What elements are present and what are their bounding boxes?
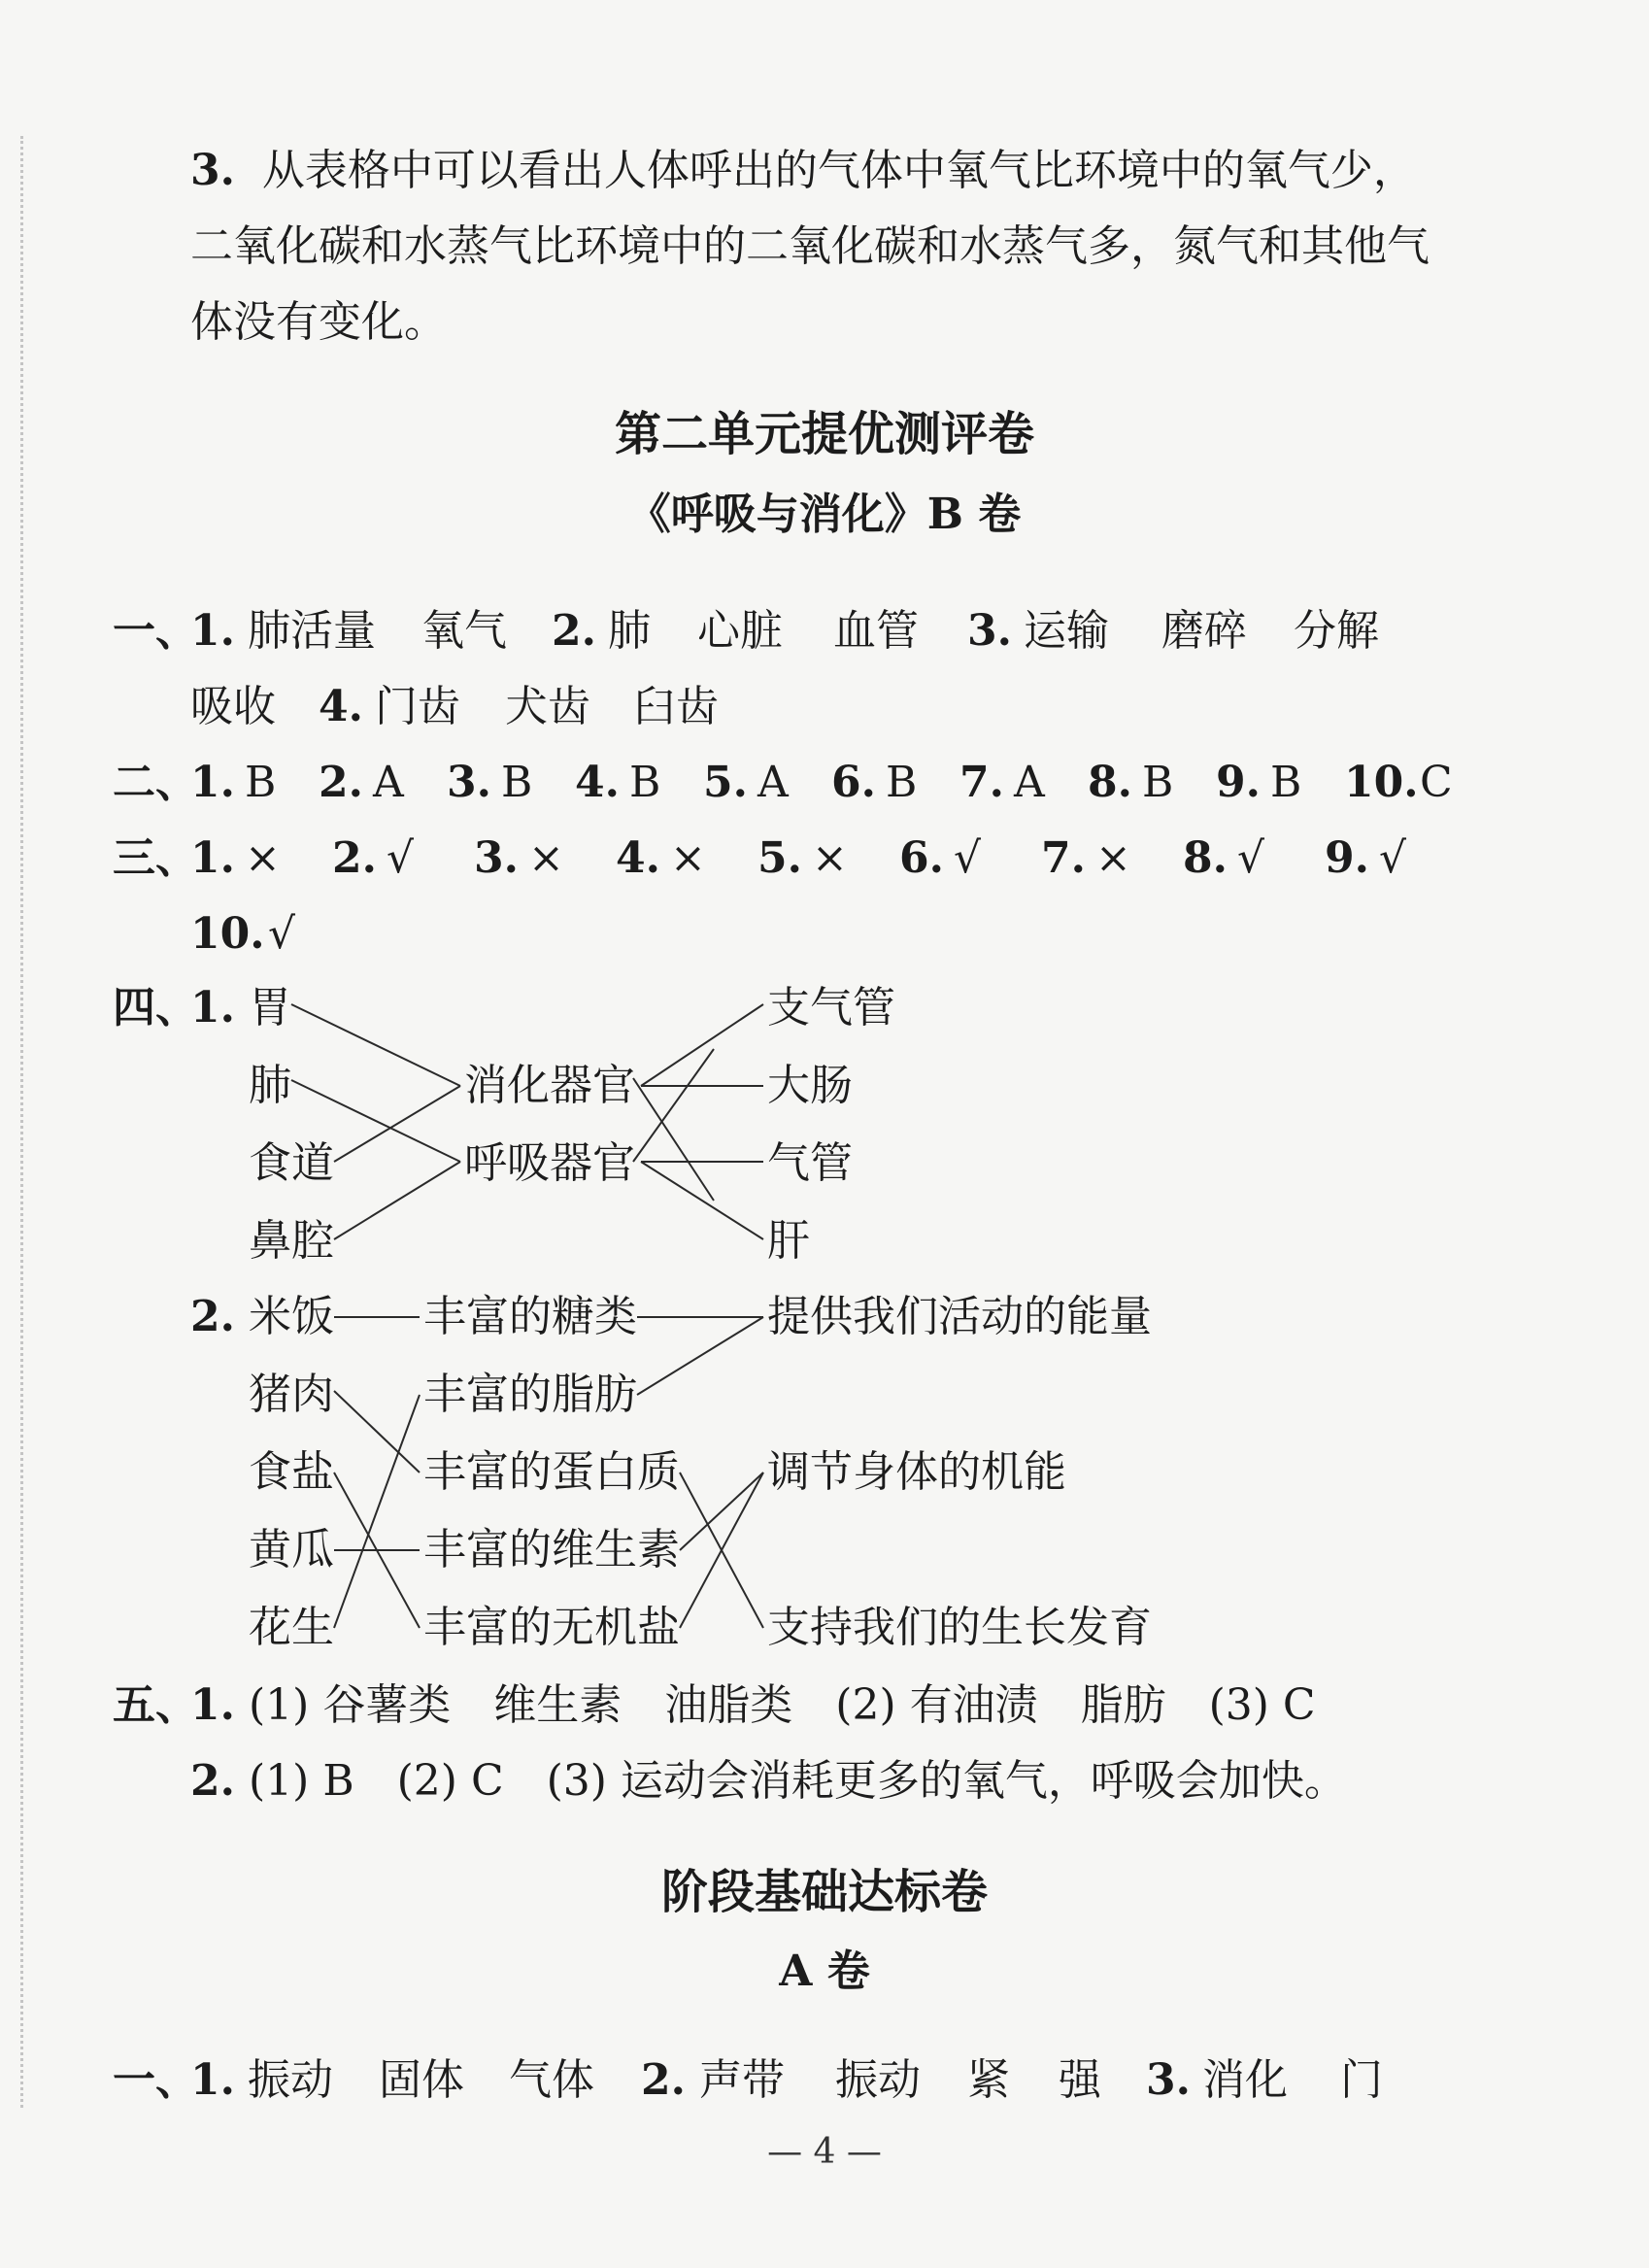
s2row-ans: A (373, 758, 404, 807)
s4-q1-right-item: 肝 (767, 1216, 810, 1266)
connector-line (334, 1395, 420, 1628)
s3row-ans: √ (954, 833, 982, 883)
s4-q2-num: 2. (190, 1292, 235, 1341)
s2row-num: 10. (1344, 758, 1419, 807)
s1-label: 一、 (113, 606, 198, 656)
stage-s1-ans: 振动 (835, 2055, 921, 2105)
s2row-num: 5. (703, 758, 748, 807)
s2row-ans: B (245, 758, 277, 807)
s2row-ans: B (1270, 758, 1302, 807)
s4-q1-middle-item: 呼吸器官 (464, 1138, 635, 1188)
s5-q2-num: 2. (190, 1756, 235, 1806)
s2row-num: 2. (319, 758, 363, 807)
s3row-ans: √ (387, 833, 415, 883)
s2row-num: 6. (831, 758, 876, 807)
s4-label: 四、 (113, 983, 198, 1032)
intro-line-2: 二氧化碳和水蒸气比环境中的二氧化碳和水蒸气多，氮气和其他气 (190, 221, 1430, 271)
s2row-ans: B (886, 758, 918, 807)
connector-line (680, 1473, 763, 1550)
s1-ans: 吸收 (190, 682, 276, 731)
s4-q2-left-item: 花生 (249, 1603, 334, 1652)
stage-s1-num-3: 3. (1146, 2055, 1191, 2105)
s1-ans: 肺 (608, 606, 651, 656)
s3row-ans: √ (1379, 833, 1407, 883)
s4-q1-left-item: 肺 (249, 1061, 291, 1110)
stage-s1-ans: 紧 (967, 2055, 1010, 2105)
s4-q2-middle-item: 丰富的维生素 (423, 1525, 680, 1574)
s4-q1-left-item: 食道 (249, 1138, 334, 1188)
stage-s1-ans: 声带 (699, 2055, 785, 2105)
stage-title: 阶段基础达标卷 (660, 1865, 988, 1919)
s3row-num: 7. (1041, 833, 1086, 883)
s4-q1-right-item: 支气管 (767, 983, 895, 1032)
s4-q2-middle-item: 丰富的无机盐 (423, 1603, 680, 1652)
s1-ans: 运输 (1024, 606, 1109, 656)
s1-ans: 臼齿 (633, 682, 719, 731)
s5-label: 五、 (113, 1680, 198, 1730)
stage-s1-ans: 强 (1059, 2055, 1101, 2105)
s3-label: 三、 (113, 833, 198, 883)
stage-s1-ans: 消化 (1202, 2055, 1288, 2105)
stage-s1-ans: 气体 (509, 2055, 594, 2105)
s2row-ans: B (1142, 758, 1174, 807)
connector-line (637, 1317, 763, 1395)
unit2-title: 第二单元提优测评卷 (614, 407, 1034, 461)
s4-q2-left-item: 黄瓜 (249, 1525, 334, 1574)
s3row-ans: × (670, 833, 706, 883)
s3row-num: 8. (1183, 833, 1228, 883)
s3row-num: 9. (1325, 833, 1369, 883)
s1-num-1: 1. (190, 606, 235, 656)
s3row-num: 2. (332, 833, 377, 883)
s5-q1-answer: (1) 谷薯类 维生素 油脂类 (2) 有油渍 脂肪 (3) C (249, 1680, 1316, 1730)
s2row-num: 4. (575, 758, 620, 807)
stage-s1-num-1: 1. (190, 2055, 235, 2105)
s4-q1-right-item: 大肠 (767, 1061, 853, 1110)
s1-ans: 心脏 (697, 606, 783, 656)
s1-num-3: 3. (967, 606, 1012, 656)
stage-subtitle: A 卷 (779, 1946, 870, 1996)
connector-line (291, 1004, 460, 1086)
intro-line-1: 3. 从表格中可以看出人体呼出的气体中氧气比环境中的氧气少， (190, 146, 1416, 195)
s1-ans: 氧气 (421, 606, 507, 656)
s1-ans: 门齿 (375, 682, 460, 731)
s3-num-10: 10. (190, 909, 265, 959)
s1-num-4: 4. (319, 682, 363, 731)
stage-s1-num-2: 2. (641, 2055, 686, 2105)
s3row-ans: × (528, 833, 564, 883)
s2-label: 二、 (113, 758, 198, 807)
page-number: — 4 — (767, 2132, 882, 2172)
s4-q2-left-item: 食盐 (249, 1447, 334, 1497)
s2row-ans: C (1420, 758, 1453, 807)
s1-ans: 血管 (833, 606, 919, 656)
s1-num-2: 2. (552, 606, 596, 656)
stage-s1-ans: 固体 (379, 2055, 464, 2105)
s4-q1-middle-item: 消化器官 (464, 1061, 635, 1110)
s1-ans: 肺活量 (248, 606, 376, 656)
s4-q1-left-item: 鼻腔 (249, 1216, 334, 1266)
stage-s1-ans: 门 (1340, 2055, 1383, 2105)
s2row-num: 7. (959, 758, 1004, 807)
s1-ans: 分解 (1294, 606, 1379, 656)
s4-q2-right-item: 支持我们的生长发育 (767, 1603, 1152, 1652)
stage-s1-label: 一、 (113, 2055, 198, 2105)
s5-q2-answer: (1) B (2) C (3) 运动会消耗更多的氧气，呼吸会加快。 (249, 1756, 1347, 1806)
s2row-ans: B (629, 758, 661, 807)
connector-line (334, 1162, 460, 1239)
s4-q1-right-item: 气管 (767, 1138, 853, 1188)
s4-q2-left-item: 猪肉 (249, 1370, 334, 1419)
s1-ans: 犬齿 (505, 682, 590, 731)
s3row-num: 5. (757, 833, 802, 883)
s4-q2-right-item: 调节身体的机能 (767, 1447, 1066, 1497)
s4-q2-middle-item: 丰富的脂肪 (423, 1370, 637, 1419)
s2row-ans: B (501, 758, 533, 807)
s4-q2-right-item: 提供我们活动的能量 (767, 1292, 1152, 1341)
connector-line (641, 1162, 763, 1239)
s4-q1-num: 1. (190, 983, 235, 1032)
s4-q2-left-item: 米饭 (249, 1292, 334, 1341)
s4-q1-left-item: 胃 (249, 983, 291, 1032)
s2row-ans: A (757, 758, 789, 807)
connector-line (641, 1004, 763, 1086)
s4-q2-middle-item: 丰富的糖类 (423, 1292, 637, 1341)
s3row-num: 4. (616, 833, 660, 883)
s1-ans: 磨碎 (1161, 606, 1247, 656)
s3-ans-10: √ (268, 909, 296, 959)
connector-line (291, 1080, 460, 1162)
unit2-subtitle: 《呼吸与消化》B 卷 (627, 490, 1022, 539)
s2row-num: 8. (1088, 758, 1132, 807)
stage-s1-ans: 振动 (248, 2055, 333, 2105)
s2row-ans: A (1014, 758, 1045, 807)
s3row-ans: √ (1237, 833, 1265, 883)
s5-q1-num: 1. (190, 1680, 235, 1730)
intro-line-3: 体没有变化。 (190, 297, 447, 347)
s3row-ans: × (812, 833, 848, 883)
connector-line (334, 1086, 460, 1162)
s4-q2-middle-item: 丰富的蛋白质 (423, 1447, 680, 1497)
s3row-ans: × (1095, 833, 1131, 883)
s3row-num: 6. (899, 833, 944, 883)
s2row-num: 1. (190, 758, 235, 807)
s3row-ans: × (245, 833, 281, 883)
s2row-num: 3. (447, 758, 491, 807)
connector-line (633, 1049, 714, 1162)
s3row-num: 1. (190, 833, 235, 883)
s2row-num: 9. (1216, 758, 1261, 807)
s3row-num: 3. (474, 833, 519, 883)
